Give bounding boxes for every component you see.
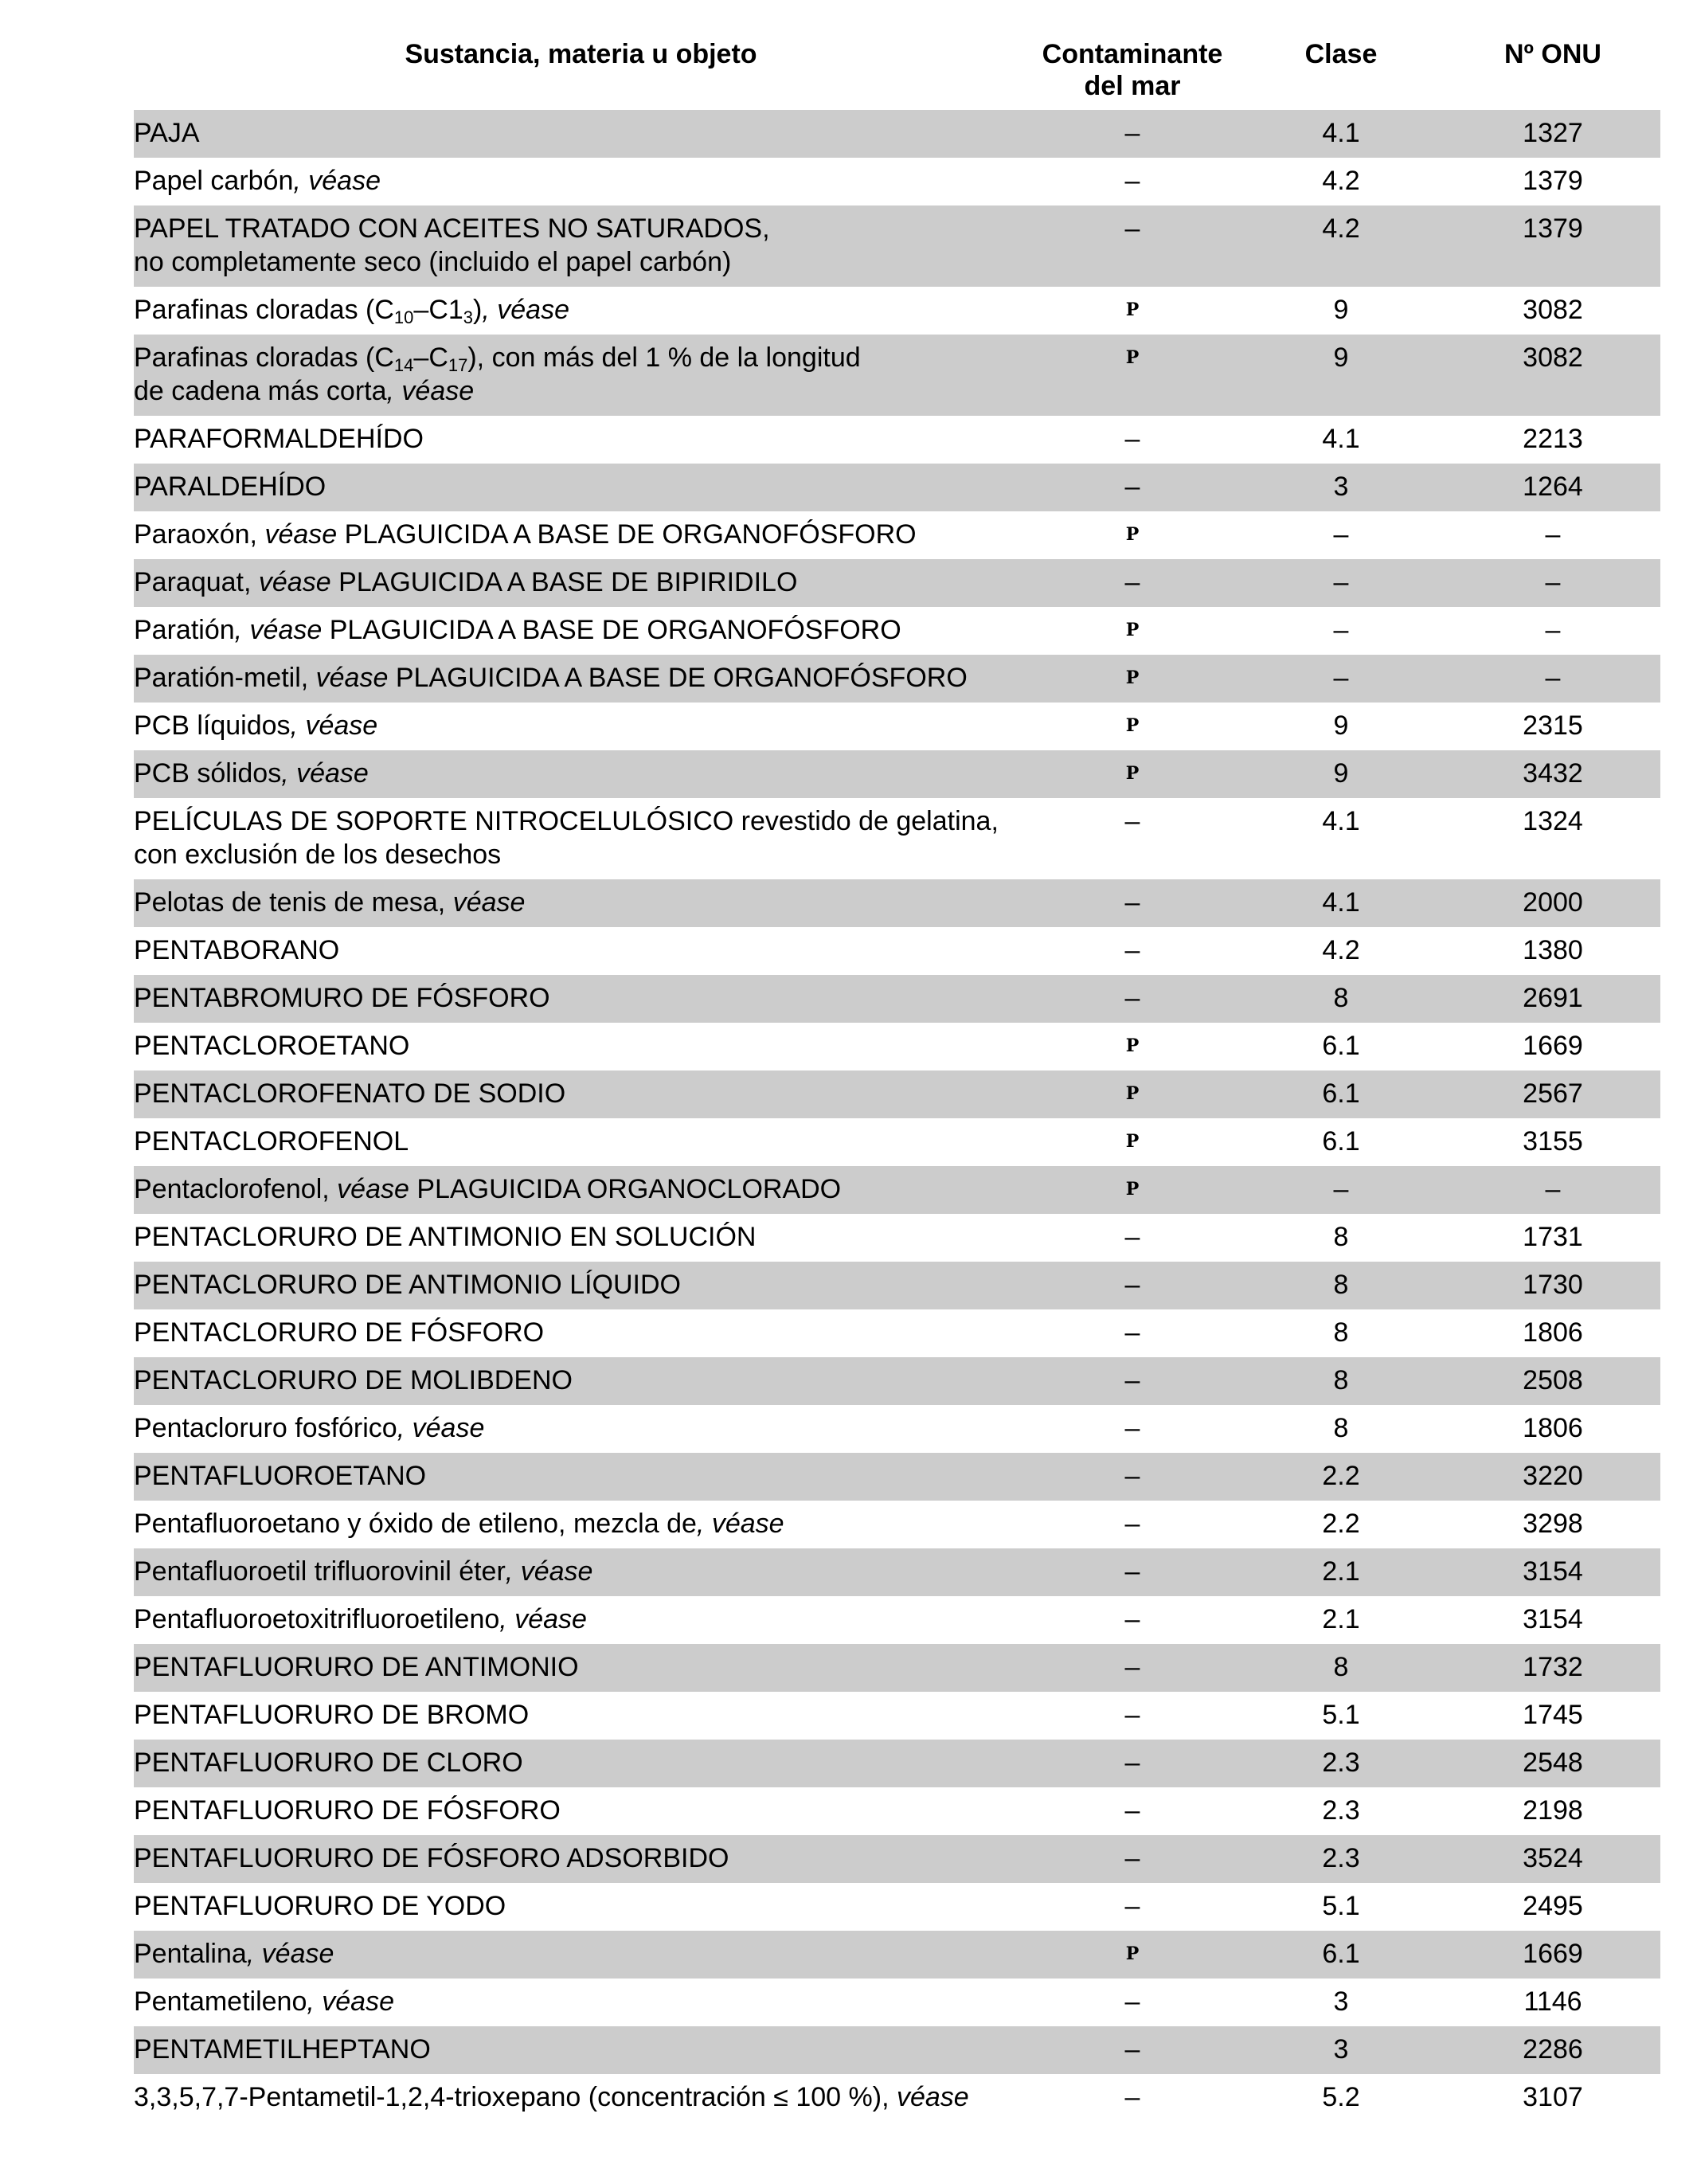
cell-class: 8 xyxy=(1333,1413,1349,1443)
cell-substance xyxy=(134,1937,1028,1971)
cell-substance xyxy=(134,661,1028,695)
cell-class: 4.1 xyxy=(1322,118,1360,148)
substance-text: PARAFORMALDEHÍDO xyxy=(134,424,424,454)
cell-substance xyxy=(134,1125,1028,1158)
cell-marine-pollutant: P xyxy=(1125,1943,1140,1964)
italic-text: véase xyxy=(452,887,526,918)
cell-un-number: 3298 xyxy=(1523,1509,1583,1539)
cell-substance xyxy=(134,1603,1028,1636)
italic-text: véase xyxy=(258,567,331,597)
substance-text: Paraquat, xyxy=(134,567,259,597)
cell-marine-pollutant: – xyxy=(1124,1748,1140,1778)
cell-substance xyxy=(134,2080,1028,2114)
italic-text: , véase xyxy=(293,166,381,196)
italic-text: , véase xyxy=(307,1986,394,2017)
cell-class: 2.3 xyxy=(1322,1843,1360,1873)
cell-class: – xyxy=(1333,519,1349,550)
cell-marine-pollutant: – xyxy=(1124,118,1140,148)
table-row xyxy=(134,287,1660,335)
cell-substance xyxy=(134,1220,1028,1254)
cell-marine-pollutant: – xyxy=(1124,1509,1140,1539)
cell-un-number: 3154 xyxy=(1523,1556,1583,1587)
cell-marine-pollutant: P xyxy=(1125,1131,1140,1152)
cell-class: 4.1 xyxy=(1322,806,1360,836)
cell-substance xyxy=(134,1172,1028,1206)
cell-class: 2.3 xyxy=(1322,1795,1360,1826)
table-row xyxy=(134,110,1660,158)
cell-class: 8 xyxy=(1333,1222,1349,1252)
table-row xyxy=(134,1357,1660,1405)
cell-substance xyxy=(134,1746,1028,1779)
cell-marine-pollutant: P xyxy=(1125,347,1140,368)
subscript-text: 10 xyxy=(393,307,414,327)
cell-marine-pollutant: – xyxy=(1124,1365,1140,1395)
cell-substance xyxy=(134,1364,1028,1397)
table-row xyxy=(134,655,1660,703)
substance-text: PENTAFLUOROETANO xyxy=(134,1461,427,1491)
substance-text: Pentafluoroetil trifluorovinil éter xyxy=(134,1556,506,1587)
cell-marine-pollutant: – xyxy=(1124,1700,1140,1730)
cell-class: 2.2 xyxy=(1322,1509,1360,1539)
cell-un-number: 3220 xyxy=(1523,1461,1583,1491)
cell-substance xyxy=(134,1794,1028,1827)
italic-text: , véase xyxy=(482,295,569,325)
cell-marine-pollutant: – xyxy=(1124,1270,1140,1300)
cell-class: 4.1 xyxy=(1322,887,1360,918)
cell-substance xyxy=(134,709,1028,742)
cell-class: 2.1 xyxy=(1322,1604,1360,1634)
substance-text: PENTACLORURO DE MOLIBDENO xyxy=(134,1365,573,1395)
cell-marine-pollutant: – xyxy=(1124,983,1140,1013)
cell-un-number: 2315 xyxy=(1523,710,1583,741)
italic-text: , véase xyxy=(290,710,378,741)
cell-marine-pollutant: – xyxy=(1124,806,1140,836)
substance-text: PENTACLOROFENATO DE SODIO xyxy=(134,1078,566,1109)
cell-substance xyxy=(134,116,1028,150)
table-row xyxy=(134,2026,1660,2074)
table-row xyxy=(134,1596,1660,1644)
cell-marine-pollutant: – xyxy=(1124,1652,1140,1682)
subscript-text: 14 xyxy=(393,355,414,375)
table-row xyxy=(134,1501,1660,1548)
italic-text: véase xyxy=(264,519,338,550)
cell-substance xyxy=(134,1650,1028,1684)
table-row xyxy=(134,158,1660,205)
cell-class: – xyxy=(1333,663,1349,693)
cell-class: – xyxy=(1333,615,1349,645)
cell-un-number: 2548 xyxy=(1523,1748,1583,1778)
cell-marine-pollutant: – xyxy=(1124,1222,1140,1252)
table-row xyxy=(134,927,1660,975)
substance-text: PENTAFLUORURO DE YODO xyxy=(134,1891,506,1921)
substance-text: PENTACLOROFENOL xyxy=(134,1126,409,1157)
table-row xyxy=(134,1787,1660,1835)
substance-text: –C xyxy=(413,342,448,373)
cell-un-number: 1806 xyxy=(1523,1413,1583,1443)
table-row xyxy=(134,703,1660,750)
table-row xyxy=(134,1453,1660,1501)
cell-marine-pollutant: – xyxy=(1124,935,1140,965)
cell-marine-pollutant: – xyxy=(1124,1461,1140,1491)
cell-un-number: 2286 xyxy=(1523,2034,1583,2065)
substance-text: PELÍCULAS DE SOPORTE NITROCELULÓSICO revestido de gelatina, con exclusión de los desechos xyxy=(134,806,999,870)
cell-substance xyxy=(134,518,1028,551)
substance-text: Pentafluoroetoxitrifluoroetileno xyxy=(134,1604,500,1634)
table-row xyxy=(134,879,1660,927)
cell-un-number: 1669 xyxy=(1523,1031,1583,1061)
cell-un-number: 1732 xyxy=(1523,1652,1583,1682)
italic-text: , véase xyxy=(499,1604,587,1634)
cell-substance xyxy=(134,1507,1028,1540)
cell-marine-pollutant: P xyxy=(1125,299,1140,320)
cell-un-number: 3107 xyxy=(1523,2082,1583,2112)
cell-substance xyxy=(134,1029,1028,1063)
substance-text: 3,3,5,7,7-Pentametil-1,2,4-trioxepano (concentración ≤ 100 %), xyxy=(134,2082,897,2112)
table-header xyxy=(134,0,1660,110)
cell-marine-pollutant: P xyxy=(1125,667,1140,688)
cell-class: 2.2 xyxy=(1322,1461,1360,1491)
italic-text: , véase xyxy=(246,1939,334,1969)
italic-text: , véase xyxy=(696,1509,784,1539)
cell-marine-pollutant: – xyxy=(1124,2034,1140,2065)
cell-class: 9 xyxy=(1333,758,1349,789)
cell-marine-pollutant: P xyxy=(1125,1179,1140,1200)
substance-text: PAJA xyxy=(134,118,200,148)
cell-class: 6.1 xyxy=(1322,1939,1360,1969)
cell-class: 5.1 xyxy=(1322,1891,1360,1921)
cell-un-number: 2495 xyxy=(1523,1891,1583,1921)
cell-un-number: – xyxy=(1545,519,1561,550)
cell-class: 4.2 xyxy=(1322,935,1360,965)
table-row xyxy=(134,1692,1660,1740)
cell-un-number: 1379 xyxy=(1523,166,1583,196)
cell-substance xyxy=(134,1985,1028,2018)
cell-class: 3 xyxy=(1333,1986,1349,2017)
cell-substance xyxy=(134,2033,1028,2066)
table-row xyxy=(134,607,1660,655)
cell-marine-pollutant: – xyxy=(1124,887,1140,918)
cell-class: 8 xyxy=(1333,1652,1349,1682)
table-row xyxy=(134,205,1660,287)
cell-un-number: 3154 xyxy=(1523,1604,1583,1634)
cell-substance xyxy=(134,164,1028,198)
substance-text: PENTAFLUORURO DE BROMO xyxy=(134,1700,530,1730)
cell-class: 8 xyxy=(1333,1270,1349,1300)
cell-substance xyxy=(134,1459,1028,1493)
table-row xyxy=(134,1070,1660,1118)
table-row xyxy=(134,1979,1660,2026)
cell-marine-pollutant: – xyxy=(1124,1891,1140,1921)
dangerous-goods-index-table xyxy=(134,0,1660,2122)
cell-marine-pollutant: – xyxy=(1124,1795,1140,1826)
table-row xyxy=(134,1262,1660,1309)
cell-substance xyxy=(134,981,1028,1015)
cell-un-number: 2000 xyxy=(1523,887,1583,918)
cell-un-number: 1324 xyxy=(1523,806,1583,836)
cell-substance xyxy=(134,341,1028,408)
cell-un-number: 3524 xyxy=(1523,1843,1583,1873)
italic-text: véase xyxy=(896,2082,969,2112)
substance-text: PENTAFLUORURO DE FÓSFORO ADSORBIDO xyxy=(134,1843,729,1873)
header-un-number: Nº ONU xyxy=(1504,39,1601,69)
table-row xyxy=(134,1214,1660,1262)
table-row xyxy=(134,1883,1660,1931)
substance-text: PENTACLORURO DE ANTIMONIO LÍQUIDO xyxy=(134,1270,682,1300)
table-row xyxy=(134,750,1660,798)
cell-class: 2.3 xyxy=(1322,1748,1360,1778)
header-class: Clase xyxy=(1304,39,1378,69)
table-row xyxy=(134,416,1660,464)
cell-substance xyxy=(134,566,1028,599)
cell-class: 6.1 xyxy=(1322,1078,1360,1109)
cell-un-number: 3432 xyxy=(1523,758,1583,789)
cell-un-number: – xyxy=(1545,663,1561,693)
substance-text: PLAGUICIDA A BASE DE ORGANOFÓSFORO xyxy=(388,663,968,693)
substance-text: PCB sólidos xyxy=(134,758,282,789)
cell-marine-pollutant: P xyxy=(1125,1083,1140,1104)
substance-text: ) xyxy=(473,295,483,325)
italic-text: , véase xyxy=(386,376,475,406)
cell-marine-pollutant: – xyxy=(1124,1986,1140,2017)
cell-class: 2.1 xyxy=(1322,1556,1360,1587)
substance-text: Papel carbón xyxy=(134,166,294,196)
italic-text: , véase xyxy=(505,1556,593,1587)
substance-text: PLAGUICIDA ORGANOCLORADO xyxy=(409,1174,842,1204)
cell-un-number: 3082 xyxy=(1523,342,1583,373)
cell-substance xyxy=(134,757,1028,790)
italic-text: , véase xyxy=(397,1413,485,1443)
italic-text: , véase xyxy=(234,615,323,645)
substance-text: Pentametileno xyxy=(134,1986,307,2017)
cell-un-number: 1264 xyxy=(1523,472,1583,502)
italic-text: véase xyxy=(315,663,389,693)
cell-marine-pollutant: P xyxy=(1125,715,1140,736)
substance-text: Pelotas de tenis de mesa, xyxy=(134,887,453,918)
substance-text: PENTAFLUORURO DE CLORO xyxy=(134,1748,523,1778)
italic-text: , véase xyxy=(281,758,369,789)
cell-class: – xyxy=(1333,567,1349,597)
substance-text: PLAGUICIDA A BASE DE BIPIRIDILO xyxy=(330,567,798,597)
table-row xyxy=(134,335,1660,416)
cell-marine-pollutant: – xyxy=(1124,1843,1140,1873)
cell-un-number: 3155 xyxy=(1523,1126,1583,1157)
cell-substance xyxy=(134,422,1028,456)
substance-text: PENTAFLUORURO DE FÓSFORO xyxy=(134,1795,561,1826)
cell-class: 9 xyxy=(1333,295,1349,325)
cell-substance xyxy=(134,1698,1028,1732)
table-row xyxy=(134,511,1660,559)
cell-un-number: 3082 xyxy=(1523,295,1583,325)
substance-text: PENTACLORURO DE ANTIMONIO EN SOLUCIÓN xyxy=(134,1222,757,1252)
cell-class: 3 xyxy=(1333,472,1349,502)
table-row xyxy=(134,1835,1660,1883)
substance-text: ), con más del 1 % de la longitud de cadena más corta xyxy=(134,342,861,406)
table-body xyxy=(134,110,1660,2122)
table-row xyxy=(134,1405,1660,1453)
cell-un-number: 1380 xyxy=(1523,935,1583,965)
cell-substance xyxy=(134,613,1028,647)
cell-class: 6.1 xyxy=(1322,1031,1360,1061)
substance-text: PENTAFLUORURO DE ANTIMONIO xyxy=(134,1652,579,1682)
substance-text: Pentalina xyxy=(134,1939,247,1969)
cell-class: 4.1 xyxy=(1322,424,1360,454)
cell-class: 4.2 xyxy=(1322,213,1360,244)
substance-text: Pentaclorofenol, xyxy=(134,1174,338,1204)
table-row xyxy=(134,1118,1660,1166)
cell-marine-pollutant: – xyxy=(1124,424,1140,454)
cell-un-number: – xyxy=(1545,1174,1561,1204)
cell-substance xyxy=(134,886,1028,919)
cell-un-number: 1806 xyxy=(1523,1317,1583,1348)
substance-text: PARALDEHÍDO xyxy=(134,472,326,502)
table-row xyxy=(134,1931,1660,1979)
substance-text: Paratión-metil, xyxy=(134,663,316,693)
table-row xyxy=(134,1023,1660,1070)
cell-un-number: 2567 xyxy=(1523,1078,1583,1109)
cell-substance xyxy=(134,1268,1028,1301)
cell-class: – xyxy=(1333,1174,1349,1204)
cell-marine-pollutant: – xyxy=(1124,567,1140,597)
table-row xyxy=(134,1548,1660,1596)
cell-class: 8 xyxy=(1333,983,1349,1013)
substance-text: Paratión xyxy=(134,615,235,645)
cell-un-number: 1146 xyxy=(1523,1986,1582,2017)
table-row xyxy=(134,1644,1660,1692)
header-marine-pollutant: Contaminante del mar xyxy=(1042,39,1223,101)
cell-un-number: – xyxy=(1545,615,1561,645)
cell-substance xyxy=(134,293,1028,327)
substance-text: PENTACLOROETANO xyxy=(134,1031,410,1061)
cell-marine-pollutant: – xyxy=(1124,1556,1140,1587)
cell-class: 9 xyxy=(1333,342,1349,373)
table-row xyxy=(134,2074,1660,2122)
table-row xyxy=(134,559,1660,607)
substance-text: Pentacloruro fosfórico xyxy=(134,1413,397,1443)
cell-substance xyxy=(134,212,1028,279)
cell-substance xyxy=(134,1411,1028,1445)
cell-substance xyxy=(134,1889,1028,1923)
table-row xyxy=(134,464,1660,511)
table-row xyxy=(134,798,1660,879)
cell-un-number: 1730 xyxy=(1523,1270,1583,1300)
header-substance: Sustancia, materia u objeto xyxy=(405,39,757,69)
substance-text: PENTAMETILHEPTANO xyxy=(134,2034,431,2065)
cell-substance xyxy=(134,1555,1028,1588)
cell-substance xyxy=(134,804,1028,871)
cell-substance xyxy=(134,933,1028,967)
table-row xyxy=(134,1309,1660,1357)
cell-un-number: – xyxy=(1545,567,1561,597)
cell-class: 6.1 xyxy=(1322,1126,1360,1157)
cell-class: 8 xyxy=(1333,1365,1349,1395)
cell-marine-pollutant: – xyxy=(1124,213,1140,244)
cell-marine-pollutant: – xyxy=(1124,166,1140,196)
subscript-text: 3 xyxy=(463,307,474,327)
substance-text: PCB líquidos xyxy=(134,710,291,741)
cell-class: 8 xyxy=(1333,1317,1349,1348)
cell-marine-pollutant: P xyxy=(1125,763,1140,784)
cell-marine-pollutant: P xyxy=(1125,1035,1140,1056)
cell-un-number: 1669 xyxy=(1523,1939,1583,1969)
cell-un-number: 1327 xyxy=(1523,118,1583,148)
cell-marine-pollutant: – xyxy=(1124,1604,1140,1634)
substance-text: PLAGUICIDA A BASE DE ORGANOFÓSFORO xyxy=(337,519,917,550)
subscript-text: 17 xyxy=(448,355,468,375)
cell-un-number: 2508 xyxy=(1523,1365,1583,1395)
cell-marine-pollutant: – xyxy=(1124,2082,1140,2112)
substance-text: PENTACLORURO DE FÓSFORO xyxy=(134,1317,545,1348)
table-row xyxy=(134,1740,1660,1787)
cell-marine-pollutant: – xyxy=(1124,1413,1140,1443)
substance-text: PENTABORANO xyxy=(134,935,340,965)
cell-substance xyxy=(134,1316,1028,1349)
cell-marine-pollutant: – xyxy=(1124,472,1140,502)
cell-un-number: 1731 xyxy=(1523,1222,1583,1252)
cell-class: 4.2 xyxy=(1322,166,1360,196)
table-row xyxy=(134,975,1660,1023)
substance-text: Pentafluoroetano y óxido de etileno, mezcla de xyxy=(134,1509,697,1539)
cell-class: 5.2 xyxy=(1322,2082,1360,2112)
cell-un-number: 1745 xyxy=(1523,1700,1583,1730)
cell-un-number: 2198 xyxy=(1523,1795,1583,1826)
cell-marine-pollutant: P xyxy=(1125,524,1140,545)
cell-class: 9 xyxy=(1333,710,1349,741)
cell-marine-pollutant: P xyxy=(1125,620,1140,640)
table-row xyxy=(134,1166,1660,1214)
substance-text: PAPEL TRATADO CON ACEITES NO SATURADOS, no completamente seco (incluido el papel carbón) xyxy=(134,213,770,277)
cell-substance xyxy=(134,1842,1028,1875)
cell-class: 5.1 xyxy=(1322,1700,1360,1730)
italic-text: véase xyxy=(337,1174,409,1204)
cell-un-number: 2691 xyxy=(1523,983,1583,1013)
substance-text: PENTABROMURO DE FÓSFORO xyxy=(134,983,550,1013)
cell-marine-pollutant: – xyxy=(1124,1317,1140,1348)
cell-un-number: 2213 xyxy=(1523,424,1583,454)
cell-substance xyxy=(134,470,1028,503)
substance-text: Parafinas cloradas (C xyxy=(134,342,394,373)
cell-un-number: 1379 xyxy=(1523,213,1583,244)
cell-class: 3 xyxy=(1333,2034,1349,2065)
substance-text: –C1 xyxy=(413,295,463,325)
substance-text: Parafinas cloradas (C xyxy=(134,295,394,325)
substance-text: PLAGUICIDA A BASE DE ORGANOFÓSFORO xyxy=(322,615,901,645)
substance-text: Paraoxón, xyxy=(134,519,265,550)
cell-substance xyxy=(134,1077,1028,1110)
